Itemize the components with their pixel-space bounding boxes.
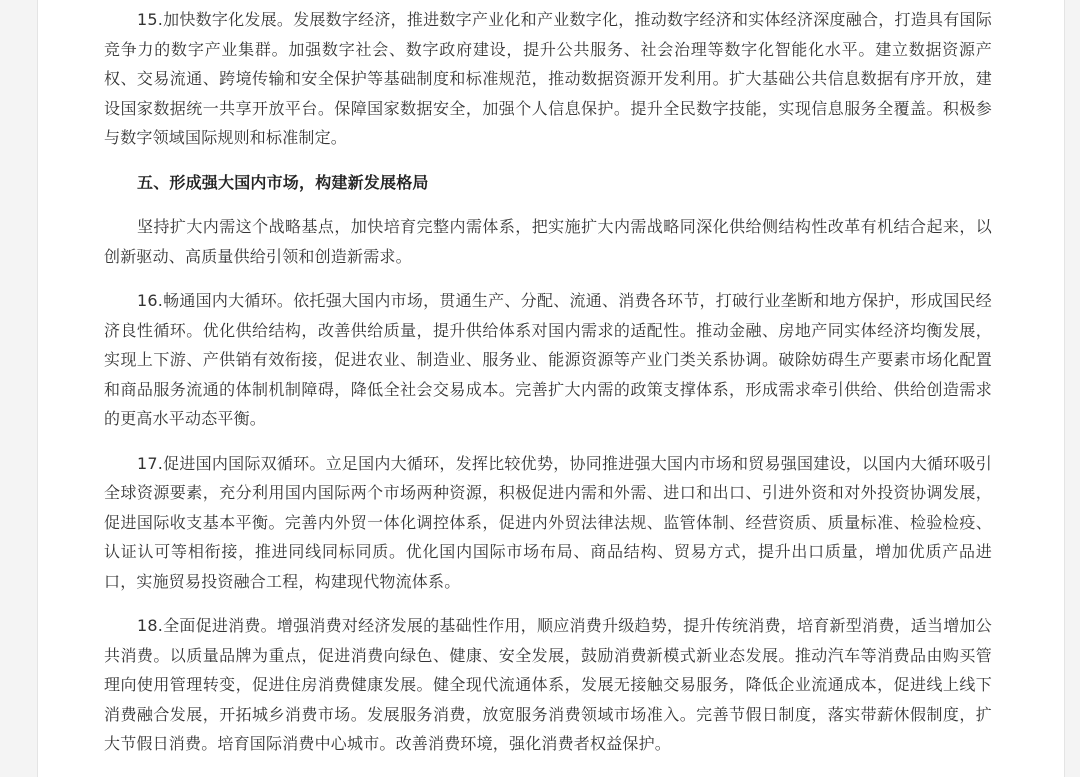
paragraph-dual-circulation: 17.促进国内国际双循环。立足国内大循环，发挥比较优势，协同推进强大国内市场和贸易强国建设，以国内大循环吸引全球资源要素，充分利用国内国际两个市场两种资源，积极促进内需和外需、进口和出口、引进外资和对外投资协调发展，促进国际收支基本平衡。完善内外贸一体化调控体系，促进内外贸法律法规、监管体制、经营资质、质量标准、检验检疫、认证认可等相衔接，推进同线同标同质。优化国内国际市场布局、商品结构、贸易方式，提升出口质量，增加优质产品进口，实施贸易投资融合工程，构建现代物流体系。: [104, 453, 992, 591]
section-heading: 五、形成强大国内市场，构建新发展格局: [137, 172, 429, 192]
paragraph-digital-development: 15.加快数字化发展。发展数字经济，推进数字产业化和产业数字化，推动数字经济和实体经济深度融合，打造具有国际竞争力的数字产业集群。加强数字社会、数字政府建设，提升公共服务、社会治理等数字化智能化水平。建立数据资源产权、交易流通、跨境传输和安全保护等基础制度和标准规范，推动数据资源开发利用。扩大基础公共信息数据有序开放，建设国家数据统一共享开放平台。保障国家数据安全，加强个人信息保护。提升全民数字技能，实现信息服务全覆盖。积极参与数字领域国际规则和标准制定。: [104, 10, 992, 147]
paragraph-consumption: 18.全面促进消费。增强消费对经济发展的基础性作用，顺应消费升级趋势，提升传统消费，培育新型消费，适当增加公共消费。以质量品牌为重点，促进消费向绿色、健康、安全发展，鼓励消费新模式新业态发展。推动汽车等消费品由购买管理向使用管理转变，促进住房消费健康发展。健全现代流通体系，发展无接触交易服务，降低企业流通成本，促进线上线下消费融合发展，开拓城乡消费市场。发展服务消费，放宽服务消费领域市场准入。完善节假日制度，落实带薪休假制度，扩大节假日消费。培育国际消费中心城市。改善消费环境，强化消费者权益保护。: [104, 616, 992, 753]
article-page: [37, 0, 1065, 777]
paragraph-domestic-circulation: 16.畅通国内大循环。依托强大国内市场，贯通生产、分配、流通、消费各环节，打破行业垄断和地方保护，形成国民经济良性循环。优化供给结构，改善供给质量，提升供给体系对国内需求的适配性。推动金融、房地产同实体经济均衡发展，实现上下游、产供销有效衔接，促进农业、制造业、服务业、能源资源等产业门类关系协调。破除妨碍生产要素市场化配置和商品服务流通的体制机制障碍，降低全社会交易成本。完善扩大内需的政策支撑体系，形成需求牵引供给、供给创造需求的更高水平动态平衡。: [104, 291, 992, 428]
article-content: [104, 5, 992, 774]
paragraph-domestic-demand: 坚持扩大内需这个战略基点，加快培育完整内需体系，把实施扩大内需战略同深化供给侧结构性改革有机结合起来，以创新驱动、高质量供给引领和创造新需求。: [104, 217, 992, 266]
